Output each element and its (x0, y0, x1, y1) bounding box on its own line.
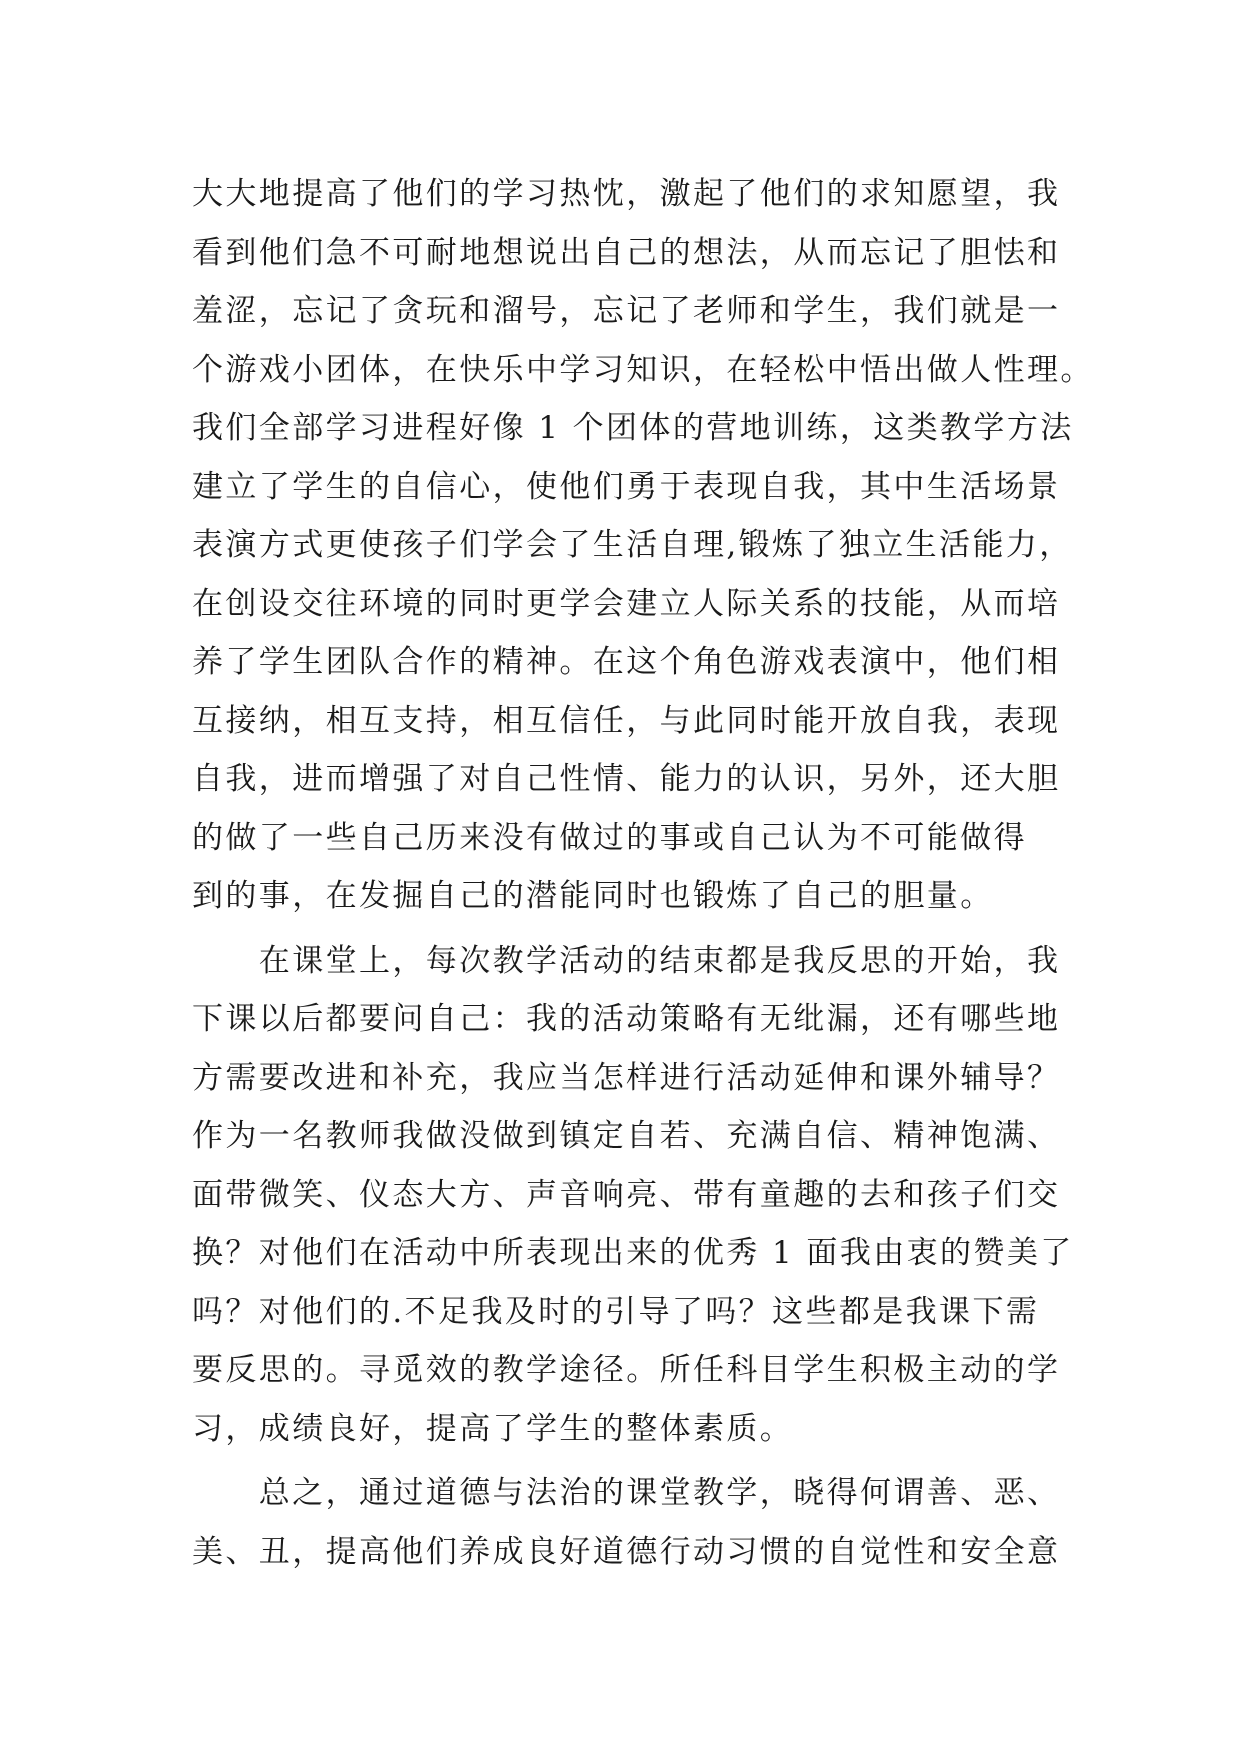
text-line: 吗？对他们的.不足我及时的引导了吗？这些都是我课下需 (192, 1293, 1040, 1330)
text-line: 表演方式更使孩子们学会了生活自理,锻炼了独立生活能力， (192, 527, 1073, 563)
paragraph-first-line: 在课堂上，每次教学活动的结束都是我反思的开始，我 (192, 942, 1061, 979)
text-line: 在创设交往环境的同时更学会建立人际关系的技能，从而培 (192, 585, 1061, 622)
text-line: 下课以后都要问自己：我的活动策略有无纰漏，还有哪些地 (192, 1001, 1061, 1037)
text-line: 的做了一些自己历来没有做过的事或自己认为不可能做得 (192, 819, 1027, 856)
paragraph-first-line: 总之，通过道德与法治的课堂教学，晓得何谓善、恶、 (192, 1475, 1061, 1511)
text-line: 建立了学生的自信心，使他们勇于表现自我，其中生活场景 (192, 468, 1061, 505)
body-text (192, 165, 1094, 1581)
text-line: 美、丑，提高他们养成良好道德行动习惯的自觉性和安全意 (192, 1533, 1061, 1570)
text-line: 看到他们急不可耐地想说出自己的想法，从而忘记了胆怯和 (192, 234, 1061, 271)
text-line: 习，成绩良好，提高了学生的整体素质。 (192, 1410, 794, 1447)
text-line: 方需要改进和补充，我应当怎样进行活动延伸和课外辅导？ (192, 1059, 1061, 1096)
text-line: 养了学生团队合作的精神。在这个角色游戏表演中，他们相 (192, 644, 1061, 680)
text-line: 要反思的。寻觅效的教学途径。所任科目学生积极主动的学 (192, 1352, 1061, 1388)
text-line: 羞涩，忘记了贪玩和溜号，忘记了老师和学生，我们就是一 (192, 293, 1061, 329)
text-line: 换？对他们在活动中所表现出来的优秀 1 面我由衷的赞美了 (192, 1235, 1074, 1271)
text-line: 面带微笑、仪态大方、声音响亮、带有童趣的去和孩子们交 (192, 1176, 1061, 1213)
text-line: 大大地提高了他们的学习热忱，激起了他们的求知愿望，我 (192, 176, 1061, 212)
text-line: 到的事，在发掘自己的潜能同时也锻炼了自己的胆量。 (192, 878, 994, 914)
text-line: 作为一名教师我做没做到镇定自若、充满自信、精神饱满、 (192, 1118, 1061, 1154)
text-line: 自我，进而增强了对自己性情、能力的认识，另外，还大胆 (192, 761, 1061, 797)
text-line: 我们全部学习进程好像 1 个团体的营地训练，这类教学方法 (192, 410, 1074, 446)
text-line: 互接纳，相互支持，相互信任，与此同时能开放自我，表现 (192, 702, 1061, 739)
text-line: 个游戏小团体，在快乐中学习知识，在轻松中悟出做人性理。 (192, 351, 1094, 388)
